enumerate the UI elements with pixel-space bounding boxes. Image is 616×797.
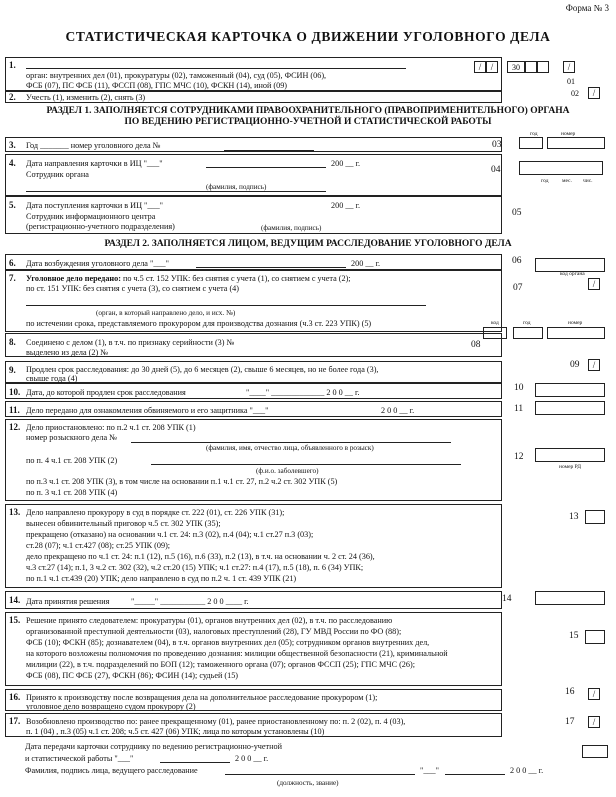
row-16-fill-line xyxy=(236,710,466,711)
row-4-caption: (фамилия, подпись) xyxy=(206,183,267,191)
row-8 xyxy=(5,333,502,357)
row-5-line3: (регистрационно-учетного подразделения) xyxy=(26,222,175,231)
row-3-text: Год _______ номер уголовного дела № xyxy=(26,141,161,150)
row-4-cap-day: чис. xyxy=(583,178,593,184)
row-2-number: 2. xyxy=(9,92,16,102)
row-5-number: 5. xyxy=(9,200,16,210)
row-1-code: 01 xyxy=(567,77,575,86)
row-9-line1: Продлен срок расследования: до 30 дней (5), до 6 месяцев (2), свыше 6 месяцев, но не более года (3), xyxy=(26,365,379,374)
row-4-date-line xyxy=(206,167,326,168)
row-8-code: 08 xyxy=(471,340,481,350)
row-13-line-1: Дело направлено прокурору в суд в порядке ст. 222 (01), ст. 226 УПК (31); xyxy=(26,508,285,517)
row-4 xyxy=(5,154,502,196)
row-17-box[interactable] xyxy=(588,716,600,728)
row-12 xyxy=(5,419,502,501)
row-12-line3: (фамилия, имя, отчество лица, объявленного в розыск) xyxy=(206,444,374,452)
row-13-line-4: ст.28 (07); ч.1 ст.427 (08); ст.25 УПК (09); xyxy=(26,541,171,550)
row-3-code: 03 xyxy=(492,140,502,150)
row-7-line1-lead: Уголовное дело передано: xyxy=(26,274,121,283)
row-1-box-d[interactable] xyxy=(525,61,537,73)
row-12-line2: номер розыскного дела № xyxy=(26,433,117,442)
row-4-line2: Сотрудник органа xyxy=(26,170,89,179)
col-number-caption: номер xyxy=(561,131,576,137)
row-12-code: 12 xyxy=(514,452,524,462)
row-8-code-box[interactable] xyxy=(483,327,507,339)
row-4-line1b: 200 __ г. xyxy=(331,159,361,168)
transfer-line2b: 2 0 0 __ г. xyxy=(235,754,269,763)
row-9-code: 09 xyxy=(570,360,580,370)
row-8-cap-year: год xyxy=(523,320,531,326)
row-5-line2: Сотрудник информационного центра xyxy=(26,212,156,221)
row-7-line1 xyxy=(26,274,351,284)
row-17-code: 17 xyxy=(565,717,575,727)
row-14-code: 14 xyxy=(502,594,512,604)
row-3 xyxy=(5,137,502,152)
row-12-line5: (ф.и.о. заболевшего) xyxy=(256,467,319,475)
row-10-date-box[interactable] xyxy=(535,383,605,397)
row-1-number: 1. xyxy=(9,60,16,70)
row-13-line-6: ч.3 ст.27 (14); п.1, 3 ч.2 ст. 302 (32), ч.2 ст.20 (15) УПК; ч.1 ст.27: п.4 (17), п.5 (18), п. 6 (34) УПК; xyxy=(26,563,364,572)
form-number: Форма № 3 xyxy=(565,3,609,13)
row-5-line1b: 200 __ г. xyxy=(331,201,361,210)
row-10 xyxy=(5,383,502,399)
row-6 xyxy=(5,254,502,270)
row-8-line2: выделено из дела (2) № xyxy=(26,348,109,357)
row-17-number: 17. xyxy=(9,716,21,726)
statistical-card-form xyxy=(5,3,611,794)
row-11-date-box[interactable] xyxy=(535,401,605,415)
row-12-number: 12. xyxy=(9,422,21,432)
row-12-box[interactable] xyxy=(535,448,605,462)
row-7-code: 07 xyxy=(513,283,523,293)
transfer-section xyxy=(5,740,544,796)
row-8-number: 8. xyxy=(9,337,16,347)
row-3-fill-line xyxy=(224,150,314,151)
row-4-line1: Дата направления карточки в ИЦ "___" xyxy=(26,159,163,168)
row-6-text: Дата возбуждения уголовного дела "___" xyxy=(26,259,169,268)
transfer-box[interactable] xyxy=(582,745,608,758)
row-13-code: 13 xyxy=(569,512,579,522)
row-13-line-7: по п.1 ч.1 ст.439 (20) УПК; дело направлено в суд по п.2 ч. 1 ст. 439 УПК (21) xyxy=(26,574,297,583)
row-16-box[interactable] xyxy=(588,688,600,700)
row-12-line6: по п.3 ч.1 ст. 208 УПК (3), в том числе на основании п.1 ч.1 ст. 27, п.2 ч.2 ст. 302 УПК (5) xyxy=(26,477,338,486)
row-1-box-b[interactable] xyxy=(486,61,498,73)
transfer-line3: Фамилия, подпись лица, ведущего расследование xyxy=(25,766,198,775)
row-7-number: 7. xyxy=(9,273,16,283)
row-5-caption: (фамилия, подпись) xyxy=(261,224,322,232)
row-17 xyxy=(5,713,502,737)
row-2-code: 02 xyxy=(571,89,579,98)
row-13-line-2: вынесен обвинительный приговор ч.5 ст. 302 УПК (35); xyxy=(26,519,221,528)
section-1-heading xyxy=(5,106,611,128)
row-7-fill-line xyxy=(26,305,426,306)
row-1-line2: ФСБ (07), ПС ФСБ (11), ФССП (08), ГПС МЧС (10), ФСКН (14), иной (09) xyxy=(26,81,288,90)
row-8-cap-number: номер xyxy=(568,320,583,326)
section-2-heading: РАЗДЕЛ 2. ЗАПОЛНЯЕТСЯ ЛИЦОМ, ВЕДУЩИМ РАССЛЕДОВАНИЕ УГОЛОВНОГО ДЕЛА xyxy=(104,239,512,249)
row-7 xyxy=(5,270,502,332)
row-17-line1: Возобновлено производство по: ранее прекращенному (01), ранее приостановленному по: п. 2 (02), п. 4 (03), xyxy=(26,717,406,726)
row-4-code: 04 xyxy=(491,165,501,175)
section-1-line1: РАЗДЕЛ 1. ЗАПОЛНЯЕТСЯ СОТРУДНИКАМИ ПРАВООХРАНИТЕЛЬНОГО (ПРАВОПРИМЕНИТЕЛЬНОГО) ОРГАНА xyxy=(46,106,570,116)
row-6-code: 06 xyxy=(512,256,522,266)
row-6-number: 6. xyxy=(9,258,16,268)
row-6-date-line xyxy=(196,267,346,268)
row-8-line1: Соединено с делом (1), в т.ч. по признаку серийности (3) № xyxy=(26,338,235,347)
row-16-code: 16 xyxy=(565,687,575,697)
row-11-date: 2 0 0 __ г. xyxy=(381,406,415,415)
row-1-box-e[interactable] xyxy=(537,61,549,73)
transfer-date-line-2 xyxy=(445,774,505,775)
row-16 xyxy=(5,689,502,711)
row-13 xyxy=(5,504,502,588)
transfer-caption: (должность, звание) xyxy=(277,779,339,787)
row-11-number: 11. xyxy=(9,405,20,415)
row-14 xyxy=(5,591,502,609)
row-7-cap: код органа xyxy=(560,271,585,277)
row-8-cap-code: код xyxy=(491,320,499,326)
row-8-number-box[interactable] xyxy=(547,327,605,339)
row-5-code: 05 xyxy=(512,208,522,218)
row-15-line-3: ФСБ (10); ФСКН (85); дознавателем (04), в т.ч. органов внутренних дел (05); сотрудником органов внутренних дел, xyxy=(26,638,430,647)
section-1-line2: ПО ВЕДЕНИЮ РЕГИСТРАЦИОННО-УЧЕТНОЙ И СТАТИСТИЧЕСКОЙ РАБОТЫ xyxy=(124,117,492,127)
row-2-box[interactable] xyxy=(588,87,600,99)
row-15-box[interactable] xyxy=(585,630,605,644)
row-7-line1-rest: по ч.5 ст. 152 УПК: без снятия с учета (1), со снятием с учета (2); xyxy=(120,274,351,283)
form-title: СТАТИСТИЧЕСКАЯ КАРТОЧКА О ДВИЖЕНИИ УГОЛОВНОГО ДЕЛА xyxy=(65,29,551,44)
row-3-number-box[interactable] xyxy=(547,137,605,149)
row-12-line1: Дело приостановлено: по п.2 ч.1 ст. 208 УПК (1) xyxy=(26,423,196,432)
row-10-code: 10 xyxy=(514,383,524,393)
row-15-line-4: на которого возложены полномочия по проведению дознания: милиции общественной безопасности (21), криминальной xyxy=(26,649,448,658)
row-9-line2: свыше года (4) xyxy=(26,374,78,383)
row-10-date: "____" _____________ 2 0 0 __ г. xyxy=(246,388,360,397)
transfer-line3b: "___" xyxy=(420,766,439,775)
row-4-cap-year: год xyxy=(541,178,549,184)
row-12-line7: по п. 3 ч.1 ст. 208 УПК (4) xyxy=(26,488,118,497)
row-1-fill-line xyxy=(26,68,406,69)
row-2-text: Учесть (1), изменить (2), снять (3) xyxy=(26,93,146,102)
transfer-sign-line xyxy=(225,774,415,775)
row-13-number: 13. xyxy=(9,507,21,517)
row-13-box[interactable] xyxy=(585,510,605,524)
row-7-line2: по ст. 151 УПК: без снятия с учета (3), со снятием с учета (4) xyxy=(26,284,239,293)
row-5-line1: Дата поступления карточки в ИЦ "___" xyxy=(26,201,164,210)
row-4-number: 4. xyxy=(9,158,16,168)
row-9-box[interactable] xyxy=(588,359,600,371)
transfer-line1: Дата передачи карточки сотруднику по ведению регистрационно-учетной xyxy=(25,742,282,751)
row-16-number: 16. xyxy=(9,692,21,702)
row-5 xyxy=(5,196,502,234)
row-14-text: Дата принятия решения xyxy=(26,597,110,606)
transfer-date-line xyxy=(160,762,230,763)
row-12-fill-line-2 xyxy=(151,464,461,465)
row-17-line2: п. 1 (04) , п.3 (05) ч.1 ст. 208; ч.5 ст. 427 (06) УПК; лица по которым установлены (10) xyxy=(26,727,325,736)
row-14-number: 14. xyxy=(9,595,21,605)
row-7-line4: по истечении срока, представляемого прокурором для производства дознания (ч.3 ст. 223 УПК) (5) xyxy=(26,319,372,328)
row-15-number: 15. xyxy=(9,615,21,625)
row-15-line-1: Решение принято следователем: прокуратуры (01), органов внутренних дел (02), в т.ч. по расследованию xyxy=(26,616,393,625)
transfer-line3c: 2 0 0 __ г. xyxy=(510,766,544,775)
row-9 xyxy=(5,361,502,383)
row-7-box[interactable] xyxy=(588,278,600,290)
row-8-year-box[interactable] xyxy=(513,327,543,339)
row-13-line-5: дело прекращено по ч.1 ст. 24: п.1 (12), п.5 (16), п.6 (33), п.2 (13), в т.ч. на основании ч. 2 ст. 24 (36), xyxy=(26,552,375,561)
row-16-line1: Принято к производству после возвращения дела на дополнительное расследование прокурором (1); xyxy=(26,693,378,702)
row-15-code: 15 xyxy=(569,631,579,641)
row-1 xyxy=(5,57,502,91)
transfer-line2a: и статистической работы "___" xyxy=(25,754,134,763)
row-12-cap: номер РД xyxy=(559,464,582,470)
col-year-caption: год xyxy=(530,131,538,137)
row-11-text: Дело передано для ознакомления обвиняемого и его защитника "___" xyxy=(26,406,269,415)
row-11-code: 11 xyxy=(514,404,524,414)
row-14-date: "_____" ___________ 2 0 0 ____ г. xyxy=(131,597,249,606)
row-9-number: 9. xyxy=(9,365,16,375)
row-3-number: 3. xyxy=(9,140,16,150)
row-12-line4: по п. 4 ч.1 ст. 208 УПК (2) xyxy=(26,456,118,465)
row-7-line3: (орган, в который направлено дело, и исх. №) xyxy=(96,309,236,317)
row-6-date-box[interactable] xyxy=(535,258,605,272)
row-1-box-a[interactable] xyxy=(474,61,486,73)
row-1-line1: орган: внутренних дел (01), прокуратуры (02), таможенный (04), суд (05), ФСИН (06), xyxy=(26,71,327,80)
row-10-text: Дата, до которой продлен срок расследования xyxy=(26,388,186,397)
row-10-number: 10. xyxy=(9,387,21,397)
row-13-line-3: прекращено (отказано) на основании ч.1 ст. 24: п.3 (02), п.4 (04); ч.1 ст.27 п.3 (03); xyxy=(26,530,314,539)
row-1-box-value[interactable]: 30 xyxy=(507,61,525,73)
row-15-line-5: милиции (22), в т.ч. подразделений по БОП (12); таможенного органа (07); органов ФССП (25); ГПС МЧС (26); xyxy=(26,660,415,669)
row-4-cap-month: мес. xyxy=(562,178,572,184)
row-6-textb: 200 __ г. xyxy=(351,259,381,268)
row-14-date-box[interactable] xyxy=(535,591,605,605)
row-15-line-6: ФСБ (08), ПС ФСБ (27), ФСКН (86); ФСИН (14); судьей (15) xyxy=(26,671,239,680)
row-11 xyxy=(5,401,502,417)
row-2 xyxy=(5,91,502,103)
row-16-line2: уголовное дело возвращено судом прокурору (2) xyxy=(26,702,196,711)
row-3-year-box[interactable] xyxy=(519,137,543,149)
row-1-box-f[interactable] xyxy=(563,61,575,73)
row-15-line-2: организованной преступной деятельности (03), налоговых преступлений (28), ГУ МВД России по ФО (88); xyxy=(26,627,402,636)
row-4-date-box[interactable] xyxy=(519,161,603,175)
row-4-sign-line xyxy=(26,191,326,192)
row-15 xyxy=(5,612,502,686)
